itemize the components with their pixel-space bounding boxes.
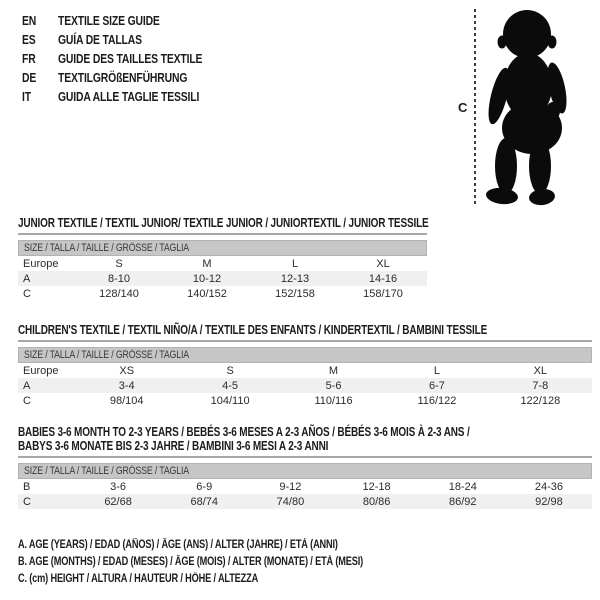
size-cell: 3-6: [110, 480, 127, 493]
row-label: A: [23, 272, 31, 285]
language-row: [22, 87, 238, 106]
height-measure-dashed-line: [474, 9, 476, 207]
table-title: [18, 216, 427, 230]
size-cell: 158/170: [363, 287, 403, 300]
size-cell: 6-9: [196, 480, 213, 493]
size-table: [18, 323, 592, 408]
table-row: [18, 271, 427, 286]
table-title-line: JUNIOR TEXTILE / TEXTIL JUNIOR/ TEXTILE JUNIOR / JUNIORTEXTIL / JUNIOR TESSILE: [18, 216, 429, 230]
language-guide-title: GUIDA ALLE TAGLIE TESSILI: [58, 89, 200, 104]
table-row: [18, 378, 592, 393]
table-row: [18, 479, 592, 494]
language-row: [22, 11, 238, 30]
size-cell: S: [115, 257, 123, 270]
size-cell: 8-10: [107, 272, 131, 285]
size-cell: 7-8: [532, 379, 549, 392]
size-cell: 128/140: [99, 287, 139, 300]
size-tables: [18, 216, 592, 509]
language-row: [22, 30, 238, 49]
size-cell: 12-13: [280, 272, 310, 285]
table-top-rule: [18, 233, 427, 235]
table-row: [18, 286, 427, 301]
language-guide-title: TEXTILGRÖßENFÜHRUNG: [58, 70, 188, 85]
size-header-label: SIZE / TALLA / TAILLE / GRÖSSE / TAGLIA: [24, 465, 189, 477]
size-table: [18, 425, 592, 509]
size-cell: 122/128: [520, 394, 561, 407]
size-header-bar: [18, 240, 427, 256]
language-code: IT: [22, 89, 31, 104]
language-code: EN: [22, 13, 37, 28]
size-cell: M: [328, 364, 339, 377]
table-top-rule: [18, 340, 592, 342]
table-row: [18, 256, 427, 271]
toddler-silhouette-icon: [482, 8, 576, 207]
size-cell: 12-18: [362, 480, 391, 493]
size-cell: 9-12: [279, 480, 302, 493]
row-label: C: [23, 495, 31, 508]
table-title-line: BABYS 3-6 MONATE BIS 2-3 JAHRE / BAMBINI 3-6 MESI A 2-3 ANNI: [18, 439, 329, 453]
table-row: [18, 363, 592, 378]
table-rows: [18, 363, 592, 408]
height-measure-label: C: [458, 100, 468, 115]
footnote: A. AGE (YEARS) / EDAD (AÑOS) / ÂGE (ANS) / ALTER (JAHRE) / ETÀ (ANNI): [18, 539, 338, 551]
size-cell: 68/74: [190, 495, 219, 508]
footnote: C. (cm) HEIGHT / ALTURA / HAUTEUR / HÖHE / ALTEZZA: [18, 573, 259, 585]
row-label: C: [23, 287, 31, 300]
language-guide-title: TEXTILE SIZE GUIDE: [58, 13, 160, 28]
size-cell: 140/152: [187, 287, 227, 300]
size-cell: 104/110: [210, 394, 250, 407]
size-cell: 18-24: [448, 480, 477, 493]
table-row: [18, 494, 592, 509]
size-cell: 92/98: [535, 495, 563, 508]
size-cell: XL: [533, 364, 548, 377]
size-cell: 4-5: [222, 379, 239, 392]
size-cell: 10-12: [192, 272, 222, 285]
language-title-list: [22, 11, 238, 106]
table-title-line: CHILDREN'S TEXTILE / TEXTIL NIÑO/A / TEXTILE DES ENFANTS / KINDERTEXTIL / BAMBINI TESSILE: [18, 323, 488, 337]
size-cell: 116/122: [417, 394, 457, 407]
row-label: Europe: [23, 364, 59, 377]
row-label: Europe: [23, 257, 59, 270]
size-cell: XS: [119, 364, 135, 377]
row-label: A: [23, 379, 31, 392]
language-code: FR: [22, 51, 36, 66]
size-cell: 62/68: [104, 495, 132, 508]
size-cell: M: [202, 257, 212, 270]
table-rows: [18, 256, 427, 301]
size-cell: 152/158: [275, 287, 315, 300]
language-row: [22, 49, 238, 68]
size-header-label: SIZE / TALLA / TAILLE / GRÖSSE / TAGLIA: [24, 242, 189, 254]
table-row: [18, 393, 592, 408]
table-rows: [18, 479, 592, 509]
size-cell: 6-7: [428, 379, 445, 392]
size-table: [18, 216, 427, 301]
size-cell: L: [291, 257, 299, 270]
row-label: C: [23, 394, 31, 407]
size-header-label: SIZE / TALLA / TAILLE / GRÖSSE / TAGLIA: [24, 349, 189, 361]
table-top-rule: [18, 456, 592, 458]
size-cell: 3-4: [118, 379, 135, 392]
language-guide-title: GUÍA DE TALLAS: [58, 32, 142, 47]
table-title-line: BABIES 3-6 MONTH TO 2-3 YEARS / BEBÉS 3-6 MESES A 2-3 AÑOS / BÉBÉS 3-6 MOIS À 2-3 ANS /: [18, 425, 470, 439]
size-header-bar: [18, 347, 592, 363]
table-title: [18, 323, 592, 337]
size-cell: 24-36: [534, 480, 564, 493]
footnotes: [18, 537, 449, 588]
size-cell: 110/116: [314, 394, 353, 407]
size-cell: XL: [376, 257, 390, 270]
size-cell: 86/92: [449, 495, 477, 508]
size-cell: 5-6: [325, 379, 342, 392]
language-code: ES: [22, 32, 36, 47]
size-header-bar: [18, 463, 592, 479]
size-cell: S: [226, 364, 234, 377]
footnote: B. AGE (MONTHS) / EDAD (MESES) / ÂGE (MOIS) / ALTER (MONATE) / ETÀ (MESI): [18, 556, 364, 568]
language-guide-title: GUIDE DES TAILLES TEXTILE: [58, 51, 203, 66]
table-title: [18, 425, 592, 453]
language-code: DE: [22, 70, 37, 85]
language-row: [22, 68, 238, 87]
size-cell: L: [433, 364, 440, 377]
size-cell: 80/86: [362, 495, 391, 508]
size-cell: 98/104: [109, 394, 144, 407]
row-label: B: [23, 480, 31, 493]
size-cell: 74/80: [276, 495, 305, 508]
size-cell: 14-16: [368, 272, 398, 285]
